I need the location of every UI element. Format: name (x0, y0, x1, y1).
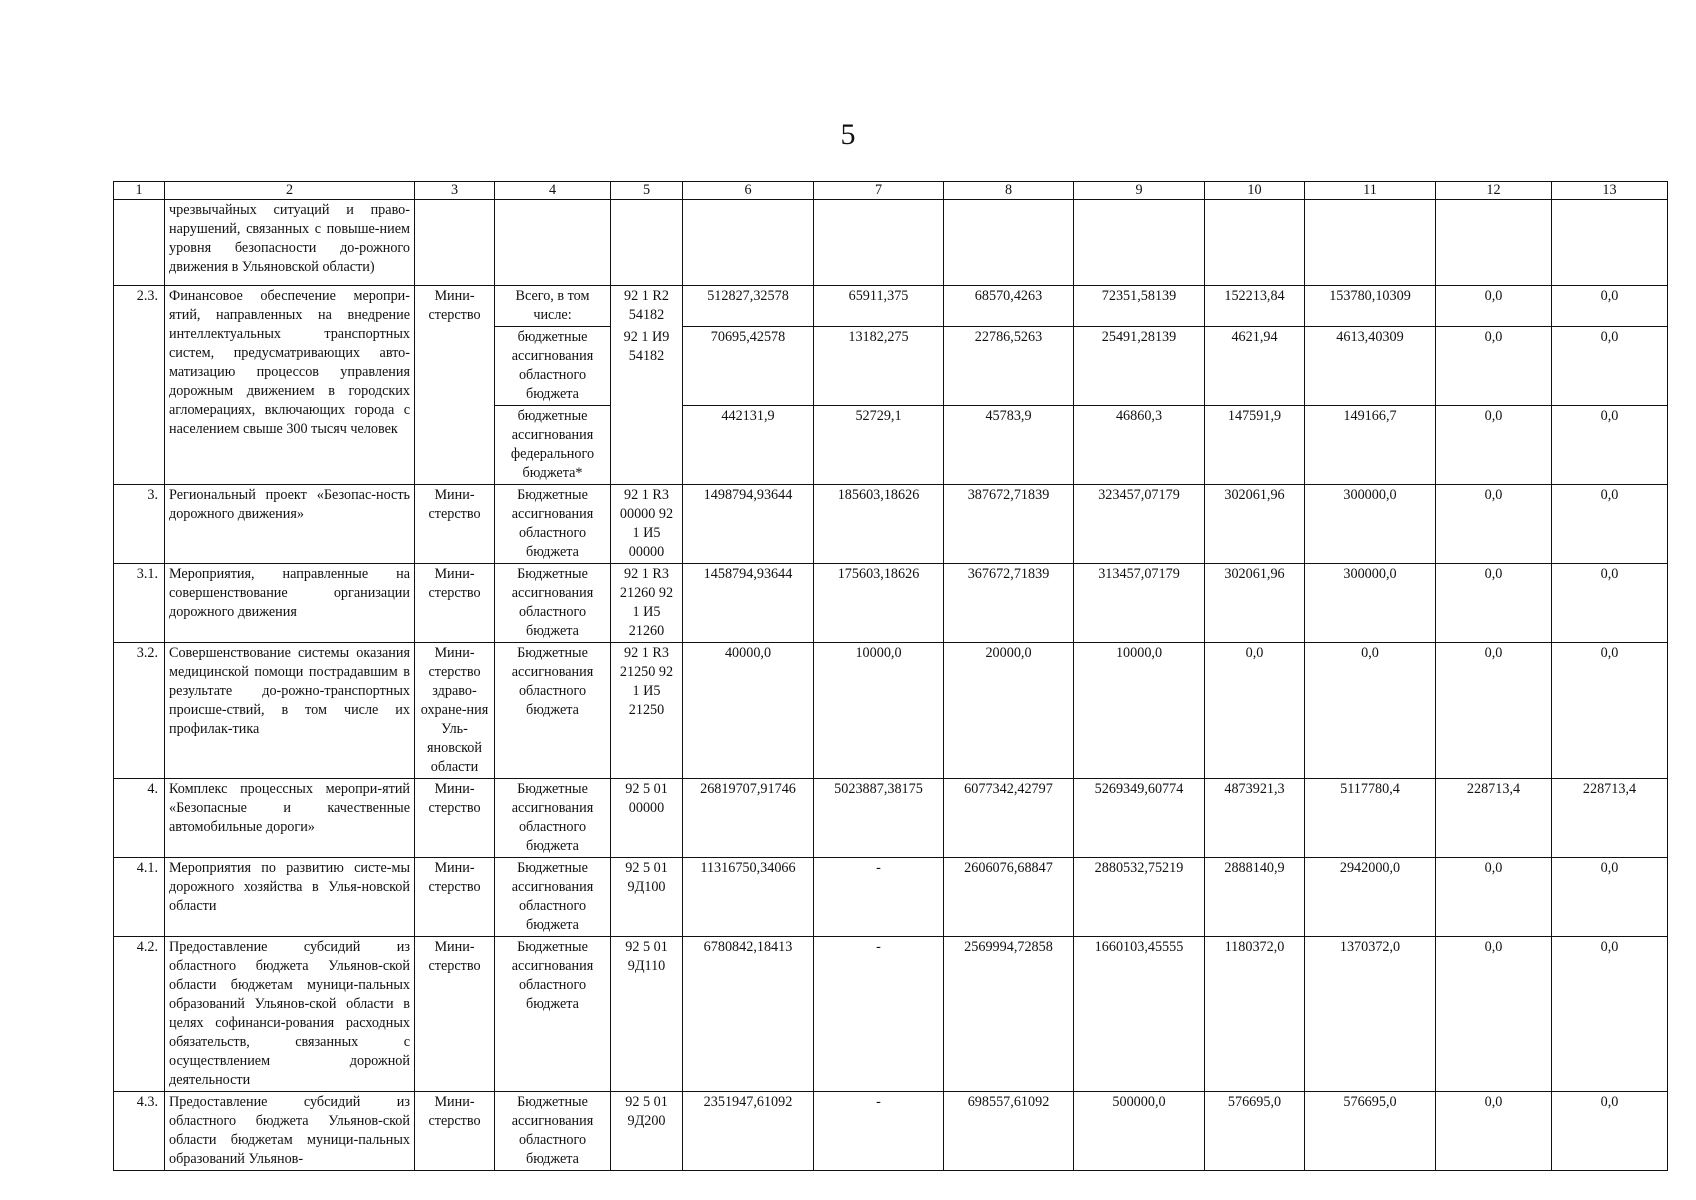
table-row (114, 200, 1668, 286)
row-title: Региональный проект «Безопас-ность дорожного движения» (165, 485, 415, 564)
row-number (114, 200, 165, 286)
budget-code: 92 5 01 00000 (611, 779, 683, 858)
amount-col-6: 6780842,18413 (683, 937, 814, 1092)
amount-col-12: 0,0 (1436, 643, 1552, 779)
funding-source: Бюджетные ассигнования областного бюджета (495, 485, 611, 564)
row-number: 4. (114, 779, 165, 858)
funding-source: Всего, в том числе: (495, 286, 611, 327)
amount-col-12: 0,0 (1436, 406, 1552, 485)
amount-col-11: 300000,0 (1305, 564, 1436, 643)
amount-col-8: 45783,9 (944, 406, 1074, 485)
amount-col-11: 5117780,4 (1305, 779, 1436, 858)
amount-col-13: 0,0 (1552, 286, 1668, 327)
amount-col-10: 302061,96 (1205, 564, 1305, 643)
amount-col-8: 22786,5263 (944, 327, 1074, 406)
amount-col-12: 0,0 (1436, 1092, 1552, 1171)
amount-col-8: 387672,71839 (944, 485, 1074, 564)
amount-col-12: 0,0 (1436, 564, 1552, 643)
amount-col-9 (1074, 200, 1205, 286)
amount-col-6: 442131,9 (683, 406, 814, 485)
amount-col-11: 149166,7 (1305, 406, 1436, 485)
col-header: 13 (1552, 182, 1668, 200)
row-executor: Мини-стерство (415, 937, 495, 1092)
page-number: 5 (840, 118, 856, 151)
amount-col-7: 5023887,38175 (814, 779, 944, 858)
row-executor (415, 200, 495, 286)
amount-col-7 (814, 200, 944, 286)
amount-col-9: 10000,0 (1074, 643, 1205, 779)
amount-col-6: 1498794,93644 (683, 485, 814, 564)
amount-col-13 (1552, 200, 1668, 286)
row-title: Мероприятия по развитию систе-мы дорожного хозяйства в Улья-новской области (165, 858, 415, 937)
amount-col-13: 0,0 (1552, 937, 1668, 1092)
funding-source: Бюджетные ассигнования областного бюджета (495, 779, 611, 858)
amount-col-9: 2880532,75219 (1074, 858, 1205, 937)
funding-source: Бюджетные ассигнования областного бюджета (495, 937, 611, 1092)
amount-col-7: 52729,1 (814, 406, 944, 485)
row-number: 4.2. (114, 937, 165, 1092)
amount-col-10: 302061,96 (1205, 485, 1305, 564)
table-row (114, 286, 1668, 327)
row-executor: Мини-стерство здраво-охране-ния Уль-яновской области (415, 643, 495, 779)
amount-col-10: 2888140,9 (1205, 858, 1305, 937)
amount-col-11: 4613,40309 (1305, 327, 1436, 406)
amount-col-8: 367672,71839 (944, 564, 1074, 643)
funding-source: Бюджетные ассигнования областного бюджета (495, 643, 611, 779)
row-executor: Мини-стерство (415, 564, 495, 643)
row-executor: Мини-стерство (415, 779, 495, 858)
row-title: Мероприятия, направленные на совершенствование организации дорожного движения (165, 564, 415, 643)
amount-col-8: 698557,61092 (944, 1092, 1074, 1171)
amount-col-13: 0,0 (1552, 485, 1668, 564)
budget-code: 92 1 R3 21250 92 1 И5 21250 (611, 643, 683, 779)
amount-col-11: 153780,10309 (1305, 286, 1436, 327)
amount-col-12: 0,0 (1436, 485, 1552, 564)
amount-col-9: 5269349,60774 (1074, 779, 1205, 858)
amount-col-13: 0,0 (1552, 1092, 1668, 1171)
amount-col-7: 13182,275 (814, 327, 944, 406)
funding-source: Бюджетные ассигнования областного бюджета (495, 564, 611, 643)
amount-col-10: 576695,0 (1205, 1092, 1305, 1171)
amount-col-8: 6077342,42797 (944, 779, 1074, 858)
amount-col-9: 1660103,45555 (1074, 937, 1205, 1092)
amount-col-9: 46860,3 (1074, 406, 1205, 485)
col-header: 1 (114, 182, 165, 200)
amount-col-6: 512827,32578 (683, 286, 814, 327)
row-number: 4.1. (114, 858, 165, 937)
col-header: 10 (1205, 182, 1305, 200)
amount-col-13: 0,0 (1552, 406, 1668, 485)
amount-col-10: 1180372,0 (1205, 937, 1305, 1092)
amount-col-8 (944, 200, 1074, 286)
funding-source: бюджетные ассигнования федерального бюджета* (495, 406, 611, 485)
amount-col-10: 147591,9 (1205, 406, 1305, 485)
amount-col-13: 0,0 (1552, 564, 1668, 643)
amount-col-8: 2606076,68847 (944, 858, 1074, 937)
amount-col-9: 25491,28139 (1074, 327, 1205, 406)
amount-col-13: 228713,4 (1552, 779, 1668, 858)
amount-col-10: 4621,94 (1205, 327, 1305, 406)
budget-code (611, 200, 683, 286)
row-number: 3.1. (114, 564, 165, 643)
table-row (114, 564, 1668, 643)
amount-col-11: 300000,0 (1305, 485, 1436, 564)
amount-col-6: 2351947,61092 (683, 1092, 814, 1171)
col-header: 11 (1305, 182, 1436, 200)
amount-col-11: 576695,0 (1305, 1092, 1436, 1171)
table-row (114, 1092, 1668, 1171)
table-row (114, 779, 1668, 858)
amount-col-11 (1305, 200, 1436, 286)
row-number: 4.3. (114, 1092, 165, 1171)
amount-col-12: 0,0 (1436, 327, 1552, 406)
budget-code: 92 5 01 9Д100 (611, 858, 683, 937)
amount-col-8: 20000,0 (944, 643, 1074, 779)
col-header: 2 (165, 182, 415, 200)
amount-col-10: 0,0 (1205, 643, 1305, 779)
budget-code: 92 1 И9 54182 (611, 327, 683, 406)
budget-code (611, 406, 683, 485)
row-title: Финансовое обеспечение меропри-ятий, направленных на внедрение интеллектуальных транспортных систем, предусматривающих авто-матизацию процессов управления дорожным движением в городских агломерациях, включающих города с населением свыше 300 тысяч человек (165, 286, 415, 485)
budget-table-wrapper (113, 181, 1667, 1171)
amount-col-12: 228713,4 (1436, 779, 1552, 858)
amount-col-6: 40000,0 (683, 643, 814, 779)
amount-col-6: 11316750,34066 (683, 858, 814, 937)
amount-col-6: 26819707,91746 (683, 779, 814, 858)
row-executor: Мини-стерство (415, 1092, 495, 1171)
amount-col-13: 0,0 (1552, 327, 1668, 406)
amount-col-11: 0,0 (1305, 643, 1436, 779)
amount-col-9: 500000,0 (1074, 1092, 1205, 1171)
funding-source: Бюджетные ассигнования областного бюджета (495, 858, 611, 937)
col-header: 8 (944, 182, 1074, 200)
amount-col-7: - (814, 858, 944, 937)
col-header: 12 (1436, 182, 1552, 200)
amount-col-7: 185603,18626 (814, 485, 944, 564)
budget-code: 92 1 R2 54182 (611, 286, 683, 327)
funding-source: Бюджетные ассигнования областного бюджета (495, 1092, 611, 1171)
col-header: 6 (683, 182, 814, 200)
table-body (114, 200, 1668, 1171)
amount-col-6 (683, 200, 814, 286)
table-row (114, 643, 1668, 779)
funding-source (495, 200, 611, 286)
col-header: 4 (495, 182, 611, 200)
amount-col-6: 1458794,93644 (683, 564, 814, 643)
row-executor: Мини-стерство (415, 485, 495, 564)
amount-col-9: 72351,58139 (1074, 286, 1205, 327)
row-number: 3.2. (114, 643, 165, 779)
col-header: 3 (415, 182, 495, 200)
row-number: 3. (114, 485, 165, 564)
amount-col-7: 65911,375 (814, 286, 944, 327)
table-row (114, 937, 1668, 1092)
row-title: чрезвычайных ситуаций и право-нарушений, связанных с повыше-нием уровня безопасности до-рожного движения в Ульяновской области) (165, 200, 415, 286)
budget-table (113, 181, 1668, 1171)
amount-col-13: 0,0 (1552, 643, 1668, 779)
amount-col-8: 2569994,72858 (944, 937, 1074, 1092)
row-number: 2.3. (114, 286, 165, 485)
funding-source: бюджетные ассигнования областного бюджета (495, 327, 611, 406)
amount-col-8: 68570,4263 (944, 286, 1074, 327)
row-executor: Мини-стерство (415, 858, 495, 937)
col-header: 5 (611, 182, 683, 200)
amount-col-10: 4873921,3 (1205, 779, 1305, 858)
table-row (114, 485, 1668, 564)
col-header: 7 (814, 182, 944, 200)
row-executor: Мини-стерство (415, 286, 495, 485)
amount-col-12: 0,0 (1436, 286, 1552, 327)
amount-col-6: 70695,42578 (683, 327, 814, 406)
amount-col-12: 0,0 (1436, 858, 1552, 937)
col-header: 9 (1074, 182, 1205, 200)
row-title: Комплекс процессных меропри-ятий «Безопасные и качественные автомобильные дороги» (165, 779, 415, 858)
budget-code: 92 1 R3 00000 92 1 И5 00000 (611, 485, 683, 564)
amount-col-7: 10000,0 (814, 643, 944, 779)
row-title: Предоставление субсидий из областного бюджета Ульянов-ской области бюджетам муници-пальных образований Ульянов- (165, 1092, 415, 1171)
amount-col-11: 2942000,0 (1305, 858, 1436, 937)
budget-code: 92 5 01 9Д200 (611, 1092, 683, 1171)
amount-col-7: 175603,18626 (814, 564, 944, 643)
amount-col-7: - (814, 1092, 944, 1171)
table-row (114, 858, 1668, 937)
budget-code: 92 5 01 9Д110 (611, 937, 683, 1092)
row-title: Предоставление субсидий из областного бюджета Ульянов-ской области бюджетам муници-пальных образований Ульянов-ской области в целях софинанси-рования расходных обязательств, связанных с осуществлением дорожной деятельности (165, 937, 415, 1092)
amount-col-9: 323457,07179 (1074, 485, 1205, 564)
amount-col-9: 313457,07179 (1074, 564, 1205, 643)
row-title: Совершенствование системы оказания медицинской помощи пострадавшим в результате до-рожно-транспортных происше-ствий, в том числе их профилак-тика (165, 643, 415, 779)
amount-col-11: 1370372,0 (1305, 937, 1436, 1092)
amount-col-12 (1436, 200, 1552, 286)
amount-col-12: 0,0 (1436, 937, 1552, 1092)
amount-col-10 (1205, 200, 1305, 286)
amount-col-10: 152213,84 (1205, 286, 1305, 327)
amount-col-13: 0,0 (1552, 858, 1668, 937)
budget-code: 92 1 R3 21260 92 1 И5 21260 (611, 564, 683, 643)
amount-col-7: - (814, 937, 944, 1092)
column-number-row (114, 182, 1668, 200)
